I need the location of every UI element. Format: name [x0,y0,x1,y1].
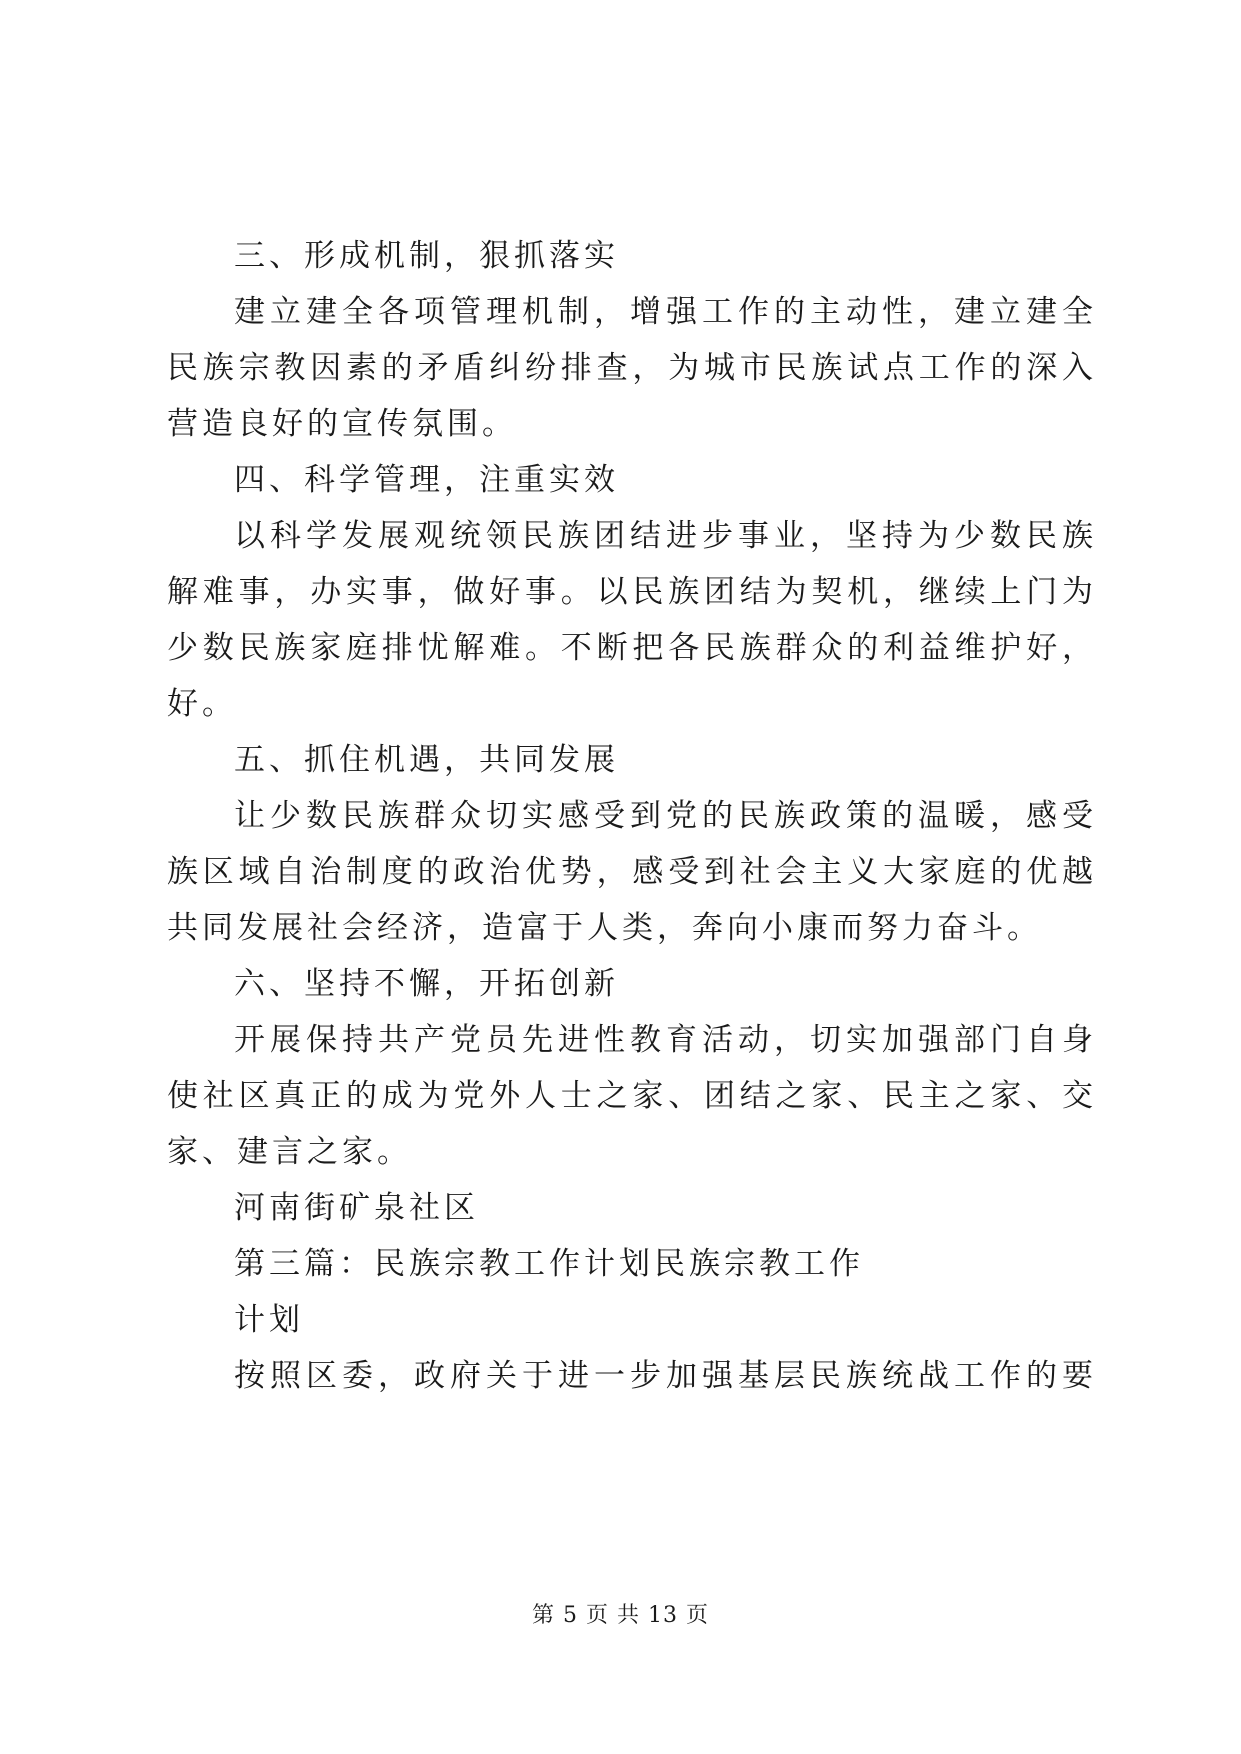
text-line: 族区域自治制度的政治优势，感受到社会主义大家庭的优越 [167,854,1097,890]
text-line: 以科学发展观统领民族团结进步事业，坚持为少数民族 [234,518,1097,554]
text-line: 第三篇：民族宗教工作计划民族宗教工作 [234,1246,864,1282]
text-line: 家、建言之家。 [167,1134,412,1170]
text-line: 五、抓住机遇，共同发展 [234,742,619,778]
text-line: 少数民族家庭排忧解难。不断把各民族群众的利益维护好， [167,630,1097,666]
text-line: 解难事，办实事，做好事。以民族团结为契机，继续上门为 [167,574,1097,610]
text-line: 使社区真正的成为党外人士之家、团结之家、民主之家、交 [167,1078,1097,1114]
text-line: 四、科学管理，注重实效 [234,462,619,498]
document-body [167,228,1097,1404]
text-line: 让少数民族群众切实感受到党的民族政策的温暖，感受 [234,798,1097,834]
text-line: 按照区委，政府关于进一步加强基层民族统战工作的要 [234,1358,1097,1394]
text-line: 六、坚持不懈，开拓创新 [234,966,619,1002]
text-line: 民族宗教因素的矛盾纠纷排查，为城市民族试点工作的深入 [167,350,1097,386]
text-line: 计划 [234,1302,304,1338]
text-line: 三、形成机制，狠抓落实 [234,238,619,274]
text-line: 营造良好的宣传氛围。 [167,406,517,442]
text-line: 开展保持共产党员先进性教育活动，切实加强部门自身 [234,1022,1097,1058]
text-line: 建立建全各项管理机制，增强工作的主动性，建立建全 [234,294,1097,330]
text-line: 共同发展社会经济，造富于人类，奔向小康而努力奋斗。 [167,910,1042,946]
text-line: 河南街矿泉社区 [234,1190,479,1226]
text-line: 好。 [167,686,237,722]
page-footer: 第 5 页 共 13 页 [532,1603,709,1628]
